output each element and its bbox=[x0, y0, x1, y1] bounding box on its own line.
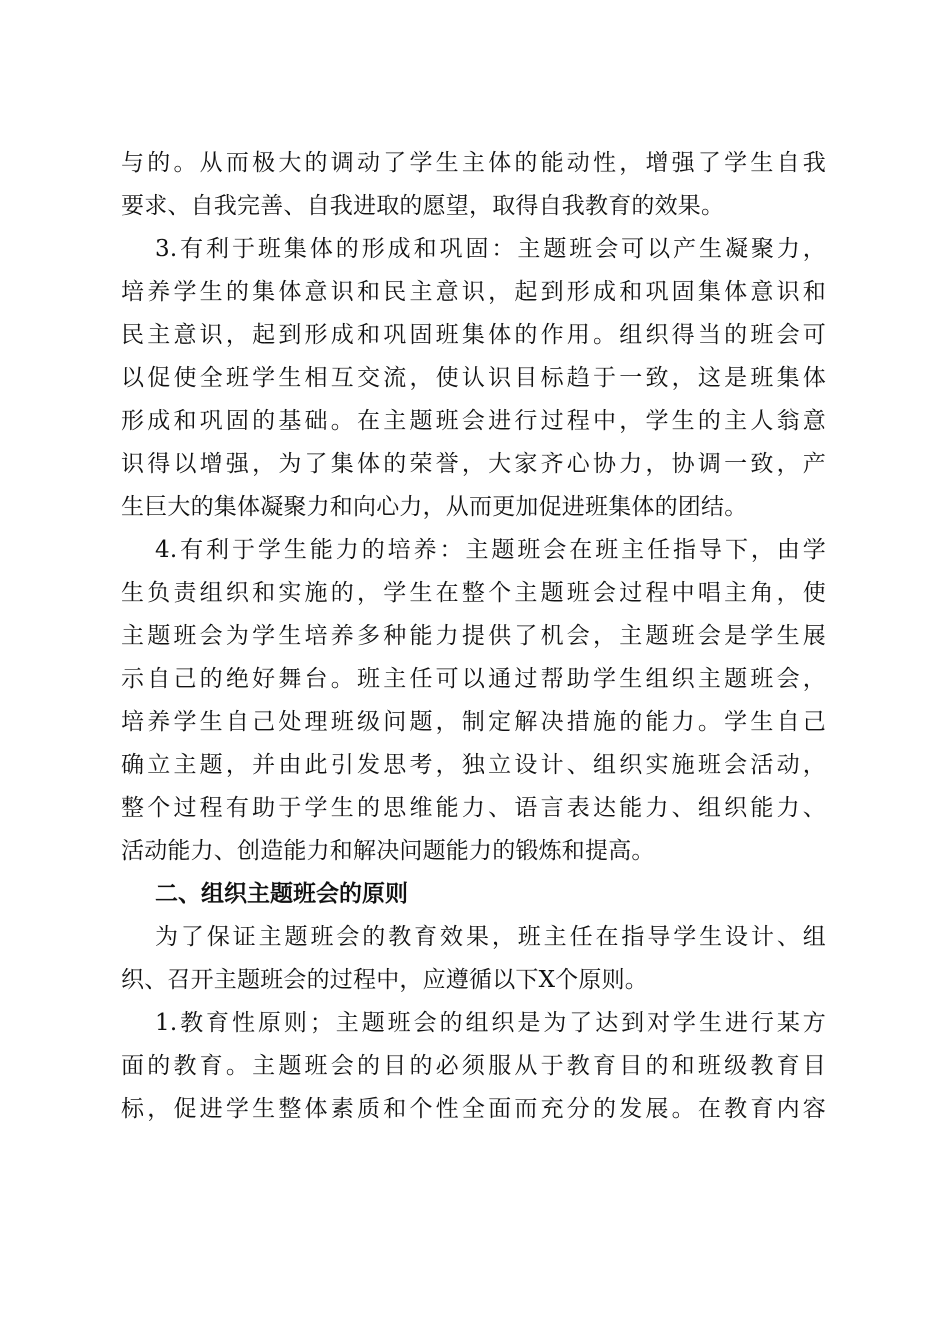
text-line: 生巨大的集体凝聚力和向心力，从而更加促进班集体的团结。 bbox=[121, 494, 748, 520]
paragraph-5 bbox=[121, 1002, 826, 1131]
paragraph-4 bbox=[121, 916, 826, 1002]
text-line: 以促使全班学生相互交流，使认识目标趋于一致，这是班集体 bbox=[121, 365, 826, 391]
text-line: 织、召开主题班会的过程中，应遵循以下X个原则。 bbox=[121, 967, 648, 993]
paragraph-2 bbox=[121, 228, 826, 529]
text-line: 面的教育。主题班会的目的必须服从于教育目的和班级教育目 bbox=[121, 1053, 826, 1079]
text-line: 识得以增强，为了集体的荣誉，大家齐心协力，协调一致，产 bbox=[121, 451, 826, 477]
text-line: 4.有利于学生能力的培养：主题班会在班主任指导下，由学 bbox=[155, 537, 826, 563]
section-heading: 二、组织主题班会的原则 bbox=[155, 881, 408, 907]
text-line: 标，促进学生整体素质和个性全面而充分的发展。在教育内容 bbox=[121, 1096, 826, 1122]
text-line: 生负责组织和实施的，学生在整个主题班会过程中唱主角，使 bbox=[121, 580, 826, 606]
text-line: 要求、自我完善、自我进取的愿望，取得自我教育的效果。 bbox=[121, 193, 725, 219]
document-body bbox=[121, 142, 826, 1131]
text-line: 培养学生自己处理班级问题，制定解决措施的能力。学生自己 bbox=[121, 709, 826, 735]
text-line: 3.有利于班集体的形成和巩固：主题班会可以产生凝聚力， bbox=[155, 236, 826, 262]
text-line: 主题班会为学生培养多种能力提供了机会，主题班会是学生展 bbox=[121, 623, 826, 649]
paragraph-1 bbox=[121, 142, 826, 228]
text-line: 形成和巩固的基础。在主题班会进行过程中，学生的主人翁意 bbox=[121, 408, 826, 434]
text-line: 1.教育性原则；主题班会的组织是为了达到对学生进行某方 bbox=[155, 1010, 826, 1036]
text-line: 整个过程有助于学生的思维能力、语言表达能力、组织能力、 bbox=[121, 795, 826, 821]
text-line: 确立主题，并由此引发思考，独立设计、组织实施班会活动， bbox=[121, 752, 826, 778]
text-line: 活动能力、创造能力和解决问题能力的锻炼和提高。 bbox=[121, 838, 655, 864]
text-line: 民主意识，起到形成和巩固班集体的作用。组织得当的班会可 bbox=[121, 322, 826, 348]
text-line: 与的。从而极大的调动了学生主体的能动性，增强了学生自我 bbox=[121, 150, 826, 176]
text-line: 为了保证主题班会的教育效果，班主任在指导学生设计、组 bbox=[155, 924, 826, 950]
text-line: 示自己的绝好舞台。班主任可以通过帮助学生组织主题班会， bbox=[121, 666, 826, 692]
paragraph-3 bbox=[121, 529, 826, 873]
text-line: 培养学生的集体意识和民主意识，起到形成和巩固集体意识和 bbox=[121, 279, 826, 305]
